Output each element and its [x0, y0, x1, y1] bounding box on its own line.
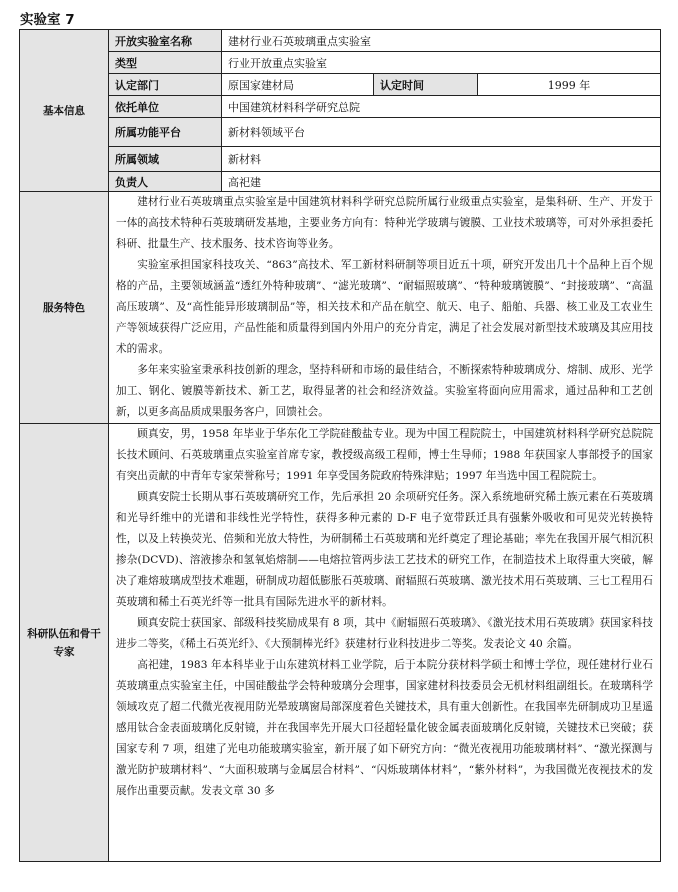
value-field: 新材料	[222, 147, 661, 172]
row-host	[20, 96, 661, 118]
service-category: 服务特色	[20, 192, 109, 424]
service-paragraph: 实验室承担国家科技攻关、“863”高技术、军工新材料研制等项目近五十项，研究开发出几十个品种上百个规格的产品，主要领域涵盖“透红外特种玻璃”、“滤光玻璃”、“耐辐照玻璃”、“特种玻璃镀膜”、“封接玻璃”、“高温高压玻璃”、及“高性能异形玻璃制品”等，相关技术和产品在航空、航天、电子、船舶、兵器、核工业及工农业生产等领域获得广泛应用，产品性能和质量得到国内外用户的充分肯定，满足了社会发展对新型技术玻璃及其应用技术的需求。	[116, 259, 653, 355]
label-leader: 负责人	[109, 172, 222, 192]
label-type: 类型	[109, 52, 222, 74]
service-paragraph: 多年来实验室秉承科技创新的理念，坚持科研和市场的最佳结合，不断探索特种玻璃成分、熔制、成形、光学加工、钢化、镀膜等新技术、新工艺，取得显著的社会和经济效益。实验室将面向应用需求，通过品种和工艺创新，以更多高品质成果服务客户，回馈社会。	[116, 364, 653, 418]
row-field	[20, 147, 661, 172]
team-paragraph: 高祀建，1983 年本科毕业于山东建筑材料工业学院，后于本院分获材料学硕士和博士学位，现任建材行业石英玻璃重点实验室主任，中国硅酸盐学会特种玻璃分会理事，国家建材科技委员会无机材料组副组长。在玻璃科学领域攻克了超二代微光夜视用防光晕玻璃窗局部深度着色关键技术，具有重大创新性。在我国率先研制成功卫星遥感用钛合金表面玻璃化反射镜，并在我国率先开展大口径超轻量化铍金属表面玻璃化反射镜，关键技术已突破；获国家专利 7 项，组建了光电功能玻璃实验室，新开展了如下研究方向：“微光夜视用功能玻璃材料”、“激光探测与激光防护玻璃材料”、“大面积玻璃与金属层合材料”、“闪烁玻璃体材料”，“紫外材料”，为我国微光夜视技术的发展作出重要贡献。发表文章 30 多	[116, 659, 653, 797]
team-paragraph: 顾真安院士长期从事石英玻璃研究工作，先后承担 20 余项研究任务。深入系统地研究稀土族元素在石英玻璃和光导纤维中的光谱和非线性光学特性，获得多种元素的 D-F 电子宽带跃迁具有强紫外吸收和可见荧光转换特性，以及上转换荧光、倍频和光放大特性，为研制稀土石英玻璃和光纤奠定了理论基础；率先在我国开展气相沉积掺杂(DCVD)、溶液掺杂和氢氧焰熔制——电熔拉管两步法工艺技术的研究工作，在制造技术上取得重大突破，解决了难熔玻璃成型技术难题，研制成功超低膨胀石英玻璃、耐辐照石英玻璃、激光技术用石英玻璃、三七工程用石英玻璃和稀土石英光纤等一批具有国际先进水平的新材料。	[116, 491, 653, 608]
value-date: 1999 年	[478, 74, 661, 96]
page-title: 实验室 7	[20, 12, 75, 28]
lab-info-table	[19, 29, 661, 862]
team-text	[109, 424, 661, 862]
basic-info-category: 基本信息	[20, 30, 109, 192]
label-field: 所属领域	[109, 147, 222, 172]
row-platform	[20, 118, 661, 147]
value-lab-name: 建材行业石英玻璃重点实验室	[222, 30, 661, 52]
row-service	[20, 192, 661, 424]
service-paragraph: 建材行业石英玻璃重点实验室是中国建筑材料科学研究总院所属行业级重点实验室，是集科研、生产、开发于一体的高技术特种石英玻璃研发基地，主要业务方向有：特种光学玻璃与镀膜、工业技术玻璃等，可对外承担委托科研、批量生产、技术服务、技术咨询等业务。	[116, 196, 653, 250]
value-host: 中国建筑材料科学研究总院	[222, 96, 661, 118]
row-team	[20, 424, 661, 862]
label-dept: 认定部门	[109, 74, 222, 96]
label-date: 认定时间	[374, 74, 478, 96]
value-type: 行业开放重点实验室	[222, 52, 661, 74]
service-text	[109, 192, 661, 424]
team-paragraph: 顾真安院士获国家、部级科技奖励成果有 8 项，其中《耐辐照石英玻璃》、《激光技术用石英玻璃》获国家科技进步二等奖，《稀土石英光纤》、《大预制棒光纤》获建材行业科技进步二等奖。发表论文 40 余篇。	[116, 617, 653, 650]
value-platform: 新材料领域平台	[222, 118, 661, 147]
value-leader: 高祀建	[222, 172, 661, 192]
label-host: 依托单位	[109, 96, 222, 118]
row-lab-name	[20, 30, 661, 52]
team-category: 科研队伍和骨干专家	[20, 424, 109, 862]
value-dept: 原国家建材局	[222, 74, 374, 96]
row-type	[20, 52, 661, 74]
row-dept	[20, 74, 661, 96]
team-paragraph: 顾真安，男，1958 年毕业于华东化工学院硅酸盐专业。现为中国工程院院士，中国建筑材料科学研究总院院长技术顾问、石英玻璃重点实验室首席专家，教授级高级工程师，博士生导师；1988 年获国家人事部授予的国家有突出贡献的中青年专家荣誉称号；1991 年享受国务院政府特殊津贴；1997 年当选中国工程院院士。	[116, 428, 653, 482]
label-platform: 所属功能平台	[109, 118, 222, 147]
label-lab-name: 开放实验室名称	[109, 30, 222, 52]
row-leader	[20, 172, 661, 192]
